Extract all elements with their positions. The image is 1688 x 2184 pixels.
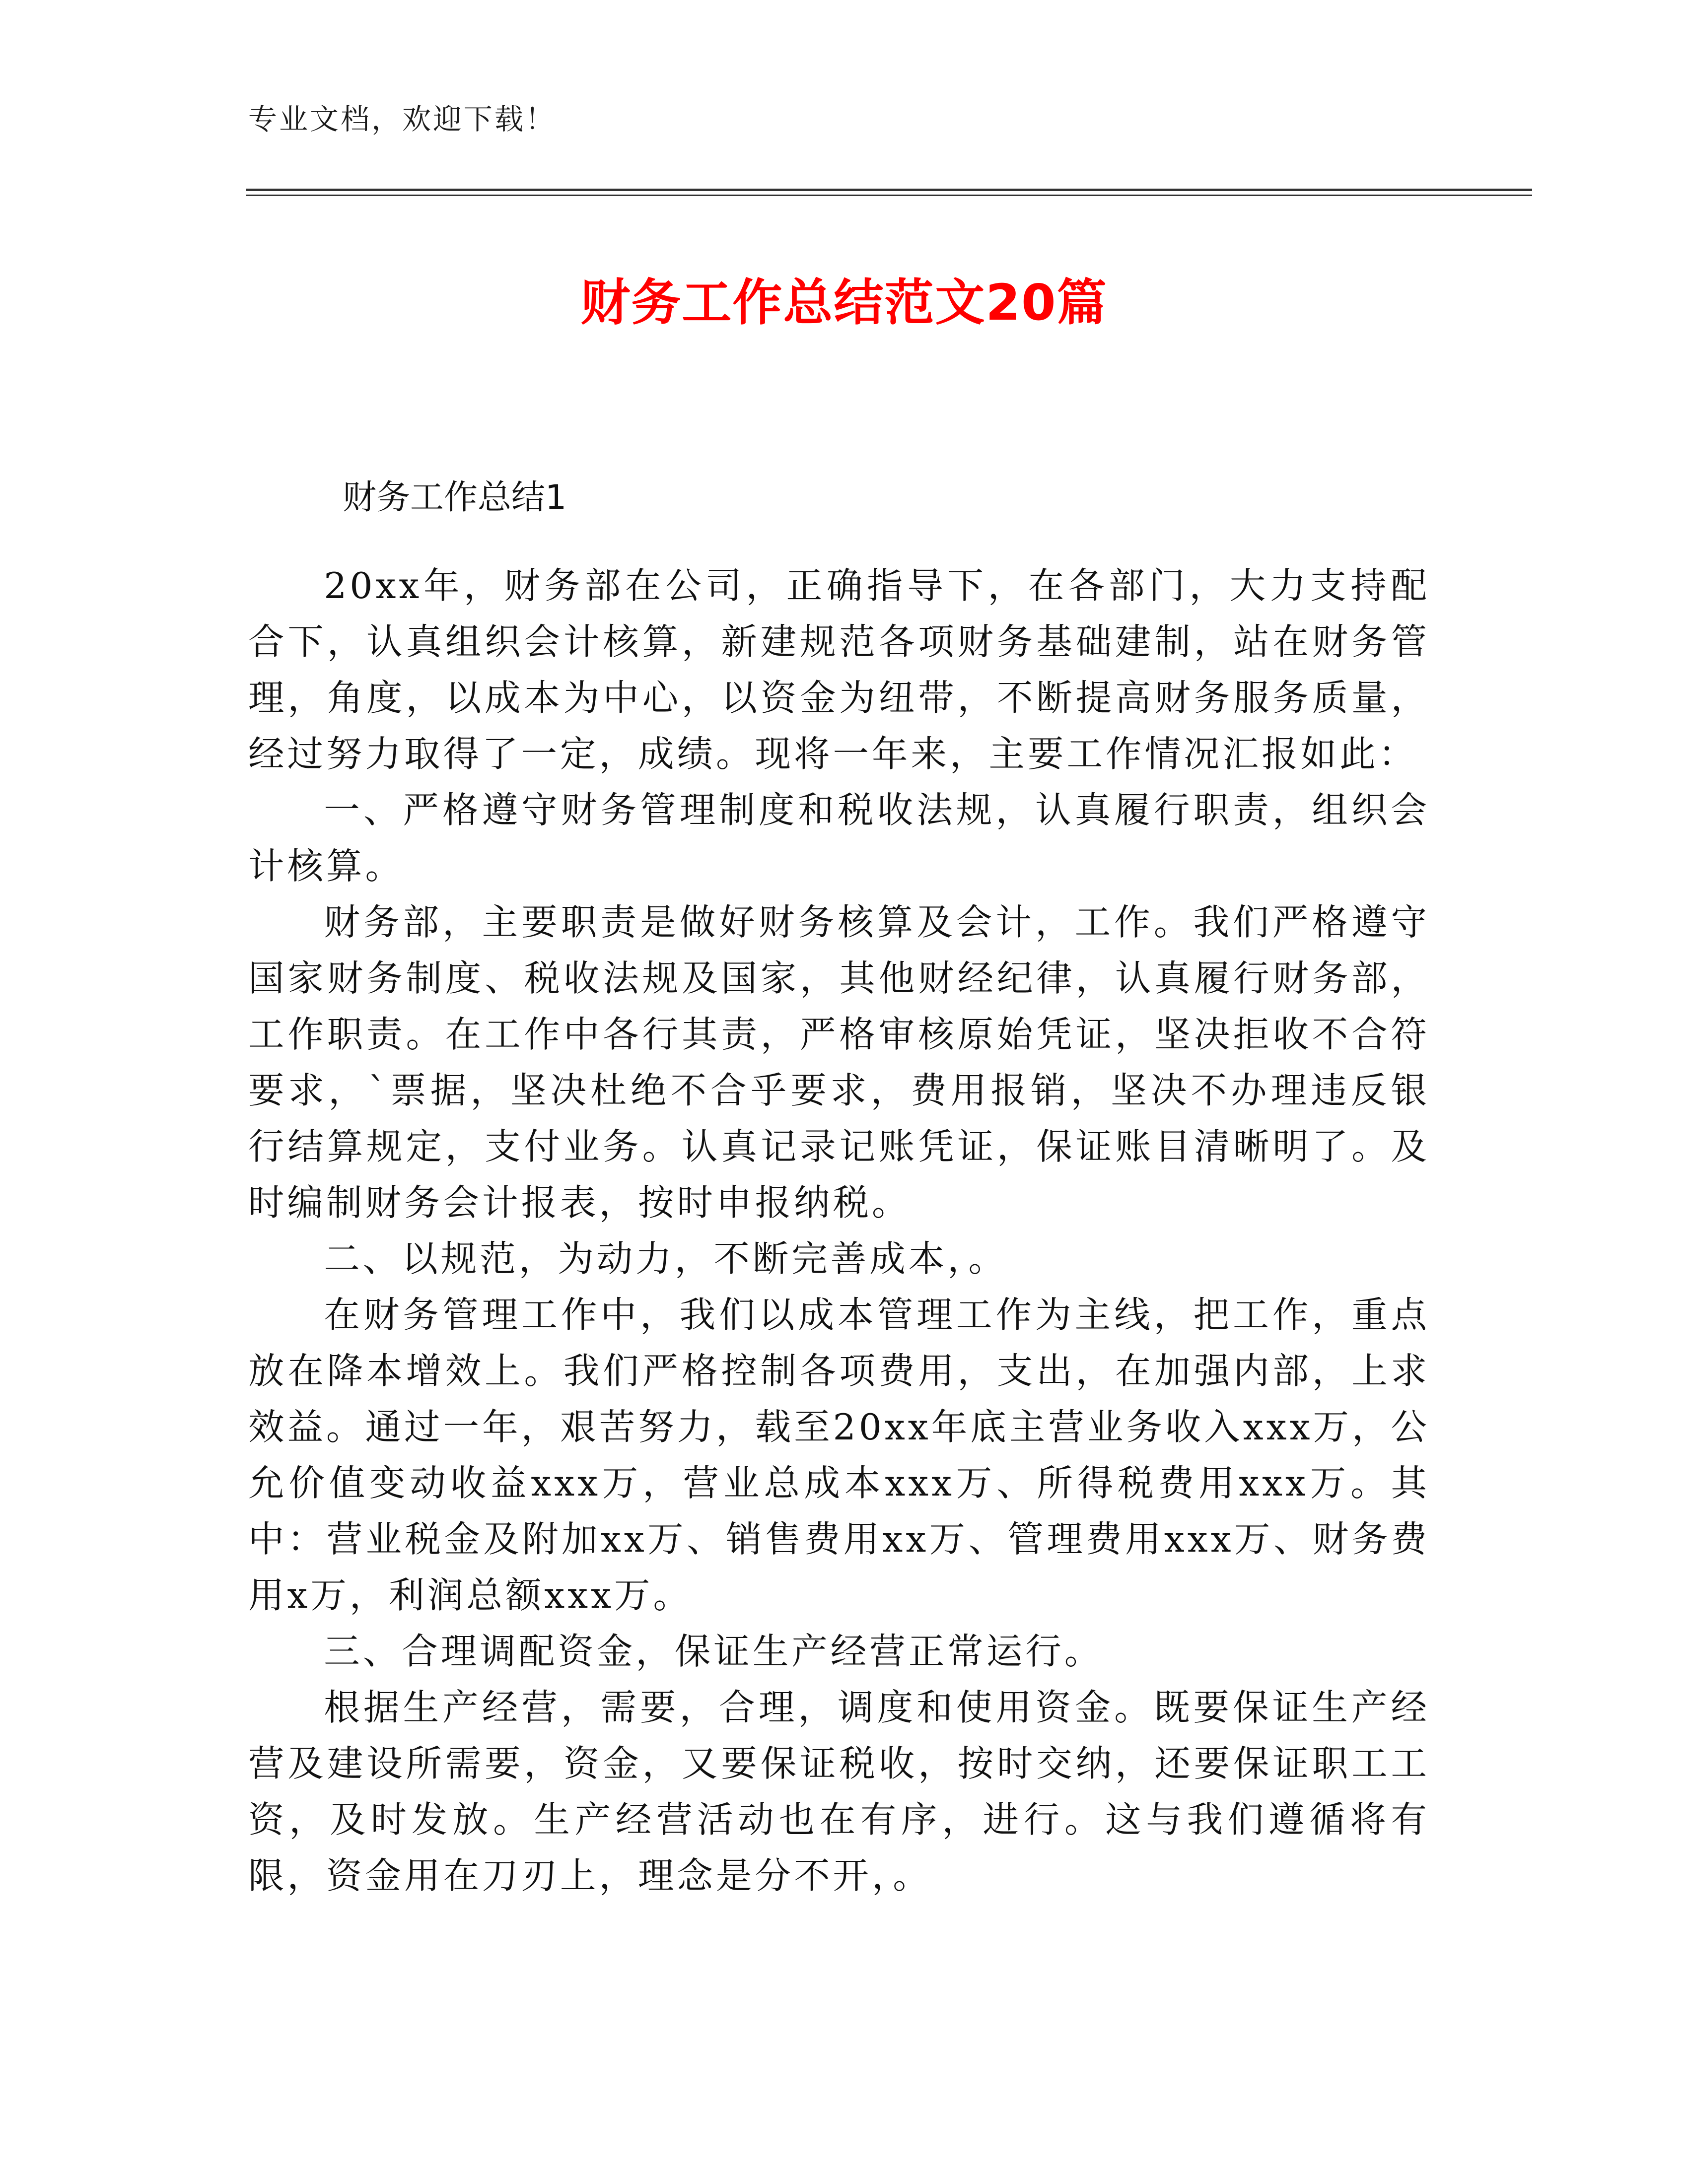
paragraph-point-two-heading: 二、以规范，为动力，不断完善成本，。 <box>324 1238 1007 1280</box>
paragraph-intro: 20xx年，财务部在公司，正确指导下，在各部门，大力支持配合下，认真组织会计核算，新建规范各项财务基础建制，站在财务管理，角度，以成本为中心，以资金为纽带，不断提高财务服务质量，经过努力取得了一定，成绩。现将一年来，主要工作情况汇报如此： <box>248 565 1430 775</box>
header-rule-thick <box>246 189 1532 191</box>
document-body <box>248 558 1430 1905</box>
header-rule-thin <box>246 195 1532 196</box>
paragraph-point-two-body: 在财务管理工作中，我们以成本管理工作为主线，把工作，重点放在降本增效上。我们严格控制各项费用，支出，在加强内部，上求效益。通过一年，艰苦努力，载至20xx年底主营业务收入xxx万，公允价值变动收益xxx万，营业总成本xxx万、所得税费用xxx万。其中：营业税金及附加xx万、销售费用xx万、管理费用xxx万、财务费用x万，利润总额xxx万。 <box>248 1295 1430 1617</box>
section-heading: 财务工作总结1 <box>343 478 567 517</box>
paragraph-point-one-heading: 一、严格遵守财务管理制度和税收法规，认真履行职责，组织会计核算。 <box>248 790 1430 887</box>
paragraph-point-one-body: 财务部，主要职责是做好财务核算及会计，工作。我们严格遵守国家财务制度、税收法规及国家，其他财经纪律，认真履行财务部，工作职责。在工作中各行其责，严格审核原始凭证，坚决拒收不合符要求，`票据，坚决杜绝不合乎要求，费用报销，坚决不办理违反银行结算规定，支付业务。认真记录记账凭证，保证账目清晰明了。及时编制财务会计报表，按时申报纳税。 <box>248 902 1430 1224</box>
paragraph-point-three-body: 根据生产经营，需要，合理，调度和使用资金。既要保证生产经营及建设所需要，资金，又要保证税收，按时交纳，还要保证职工工资，及时发放。生产经营活动也在有序，进行。这与我们遵循将有限，资金用在刀刃上，理念是分不开，。 <box>248 1687 1430 1897</box>
paragraph-point-three-heading: 三、合理调配资金，保证生产经营正常运行。 <box>324 1631 1104 1673</box>
document-title: 财务工作总结范文20篇 <box>580 273 1108 332</box>
header-text: 专业文档，欢迎下载！ <box>248 102 557 136</box>
